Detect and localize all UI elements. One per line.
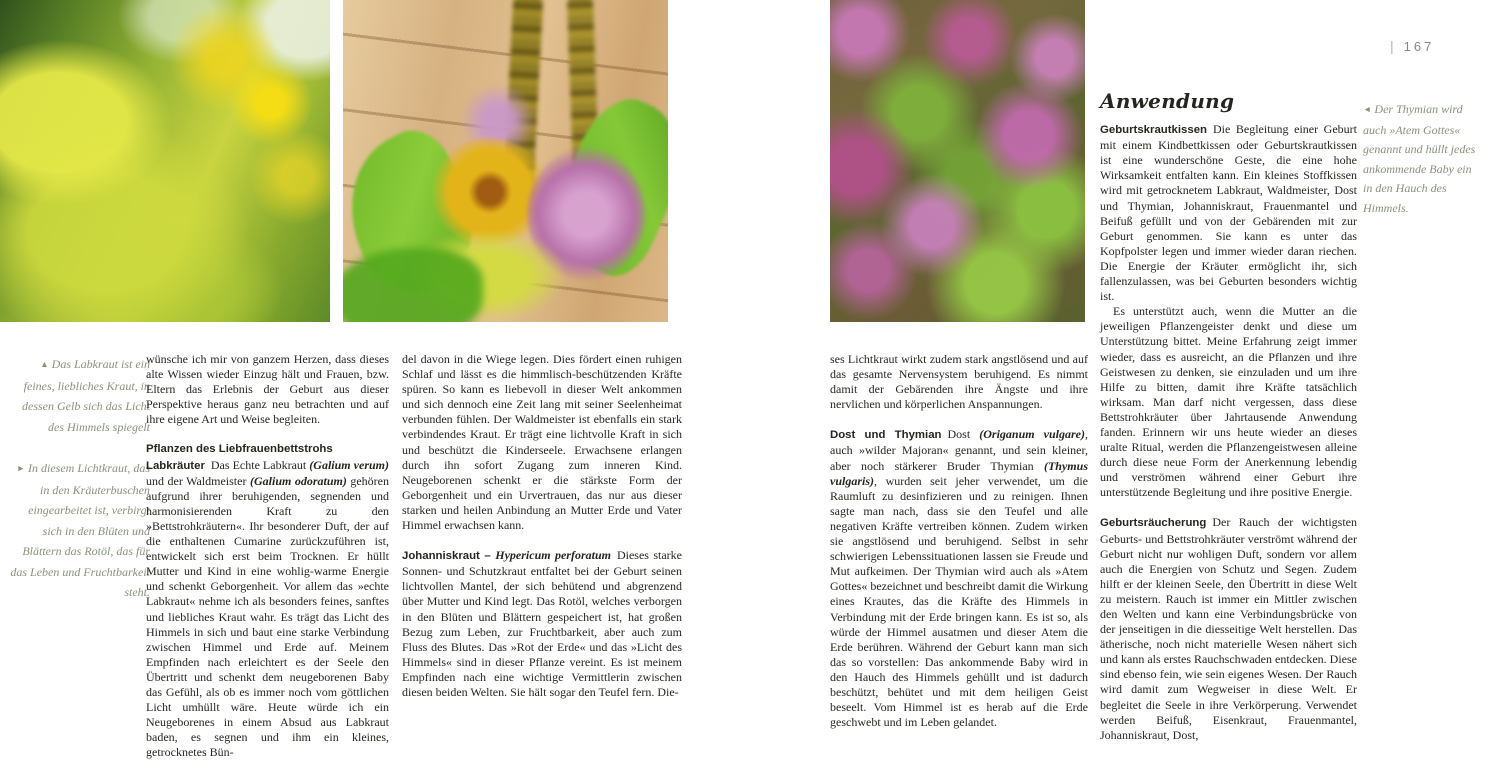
left-margin-notes xyxy=(10,354,150,603)
divider-bar: | xyxy=(1390,38,1394,54)
right-margin-note xyxy=(1363,100,1477,218)
paragraph-pflanzengeister: Es unterstützt auch, wenn die Mutter an die jeweiligen Pflanzengeister denkt und diese um Unterstützung bittet. Meine Erfahrung zeigt immer wieder, dass es ausreicht, an die Pflanzen und ihre Geistwesen zu denken, sie einzuladen und um ihre Hilfe zu bitten, damit ihre Kräfte tatsächlich wirksam. Man darf nicht vergessen, dass diese Bettstrohkräuter über Jahrtausende Anwendung fanden. Erinnern wir uns heute wieder an dieses uralte Ritual, werden die Pflanzengeistwesen alleine durch diese neue Form der Anerkennung lebendig und verströmen während einer Geburt ihre unterstützende Begleitung und ihre positive Energie. xyxy=(1100,304,1357,500)
right-page-column-2 xyxy=(1100,89,1357,743)
photo-herb-bouquet xyxy=(343,0,668,322)
margin-note-text: Der Thymian wird auch »Atem Gottes« genannt und hüllt jedes ankommende Baby ein in den Hauch des Himmels. xyxy=(1363,102,1476,215)
margin-note-labkraut xyxy=(10,354,150,437)
page-number: 167 xyxy=(1403,38,1435,54)
left-page-column-2 xyxy=(402,352,682,700)
margin-note-text: Das Labkraut ist ein feines, liebliches Kraut, in dessen Gelb sich das Licht des Himmels spiegelt xyxy=(22,357,150,434)
paragraph-geburtskrautkissen: Geburtskrautkissen Die Begleitung einer Geburt mit einem Kindbettkissen oder Geburtskrautkissen ist eine wunderschöne Geste, die eine hohe Wirksamkeit entfalten kann. Ein kleines Stoffkissen wird mit getrocknetem Labkraut, Waldmeister, Dost und Thymian, Johanniskraut, Frauenmantel und Beifuß gefüllt und von der Gebärenden mit zur Geburt genommen. Sie kann es unter das Kopfpolster legen und immer wieder daran riechen. Die Energie der Kräuter ermöglicht ihr, sich fallenzulassen, was bei Geburten besonders wichtig ist. xyxy=(1100,122,1357,304)
continuation-paragraph: ses Lichtkraut wirkt zudem stark angstlösend und auf das gesamte Nervensystem beruhigend. Es nimmt damit der Gebärenden ihre Ängste und ihre nervlichen und körperlichen Anspannungen. xyxy=(830,352,1088,412)
continuation-paragraph: del davon in die Wiege legen. Dies fördert einen ruhigen Schlaf und lässt es die himmlisch-beschützenden Kräfte spüren. So kann es liebevoll in dieser Welt ankommen und sich dennoch eine Zeit lang mit seiner Seelenheimat verbunden fühlen. Der Waldmeister ist ebenfalls ein stark verbindendes Kraut. Er trägt eine lichtvolle Kraft in sich und beschützt die Kinderseele. Erwachsene erlangen durch ihn sofort Zugang zum inneren Kind. Neugeborenen schenkt er die stärkste Form der Geborgenheit und ein Urvertrauen, das nur aus dieser starken und heilen Anbindung an Mutter Erde und Vater Himmel erwachsen kann. xyxy=(402,352,682,533)
paragraph-geburtsraeucherung: Geburtsräucherung Der Rauch der wichtigsten Geburts- und Bettstrohkräuter verströmt während der Geburt nicht nur wohligen Duft, sondern vor allem auch die Energien von Schutz und Segen. Zudem hilft er der kleinen Seele, den Übertritt in diese Welt zu meistern. Rauch ist immer ein Mittler zwischen den Welten und kann eine Verbindungsbrücke von der jenseitigen in die diesseitige Welt herstellen. Das ätherische, noch nicht materielle Wesen nähert sich und kann als erstes Rauchschwaden entdecken. Diese sind ebenso fein, wie sein eigenes Wesen. Der Rauch wird damit zum Wegweiser in diese Welt. Er begleitet die Seele in ihre Verkörperung. Verwendet werden Beifuß, Eisenkraut, Frauenmantel, Johanniskraut, Dost, xyxy=(1100,515,1357,742)
up-triangle-icon: ▲ xyxy=(40,359,49,369)
paragraph-dost-thymian: Dost und Thymian Dost (Origanum vulgare), auch »wilder Majoran« genannt, und sein kleiner, aber noch stärkerer Bruder Thymian (Thymus vulgaris), wurden seit jeher verwendet, um die Raumluft zu desinfizieren und zu reinigen. Ihnen sagte man nach, dass sie den Teufel und alle negativen Kräfte vertreiben können. Zudem wirken sie angstlösend und beruhigend. Selbst in sehr schwierigen Lebenssituationen lassen sie Freude und Mut aufkeimen. Der Thymian wird auch als »Atem Gottes« bezeichnet und beschreibt damit die Wirkung eines Krautes, das die Kräfte des Himmels in Verbindung mit der Erde bringen kann. Es ist so, als würde der Himmel ausatmen und dieser Atem die Erde berühren. Während der Geburt kann man sich das so vorstellen: Das ankommende Baby wird in den Hauch des Himmels gehüllt und ist dadurch beschützt, behütet und mit dem heiligen Geist beseelt. Vom Himmel ist es herab auf die Erde geschwebt und im Leben gelandet. xyxy=(830,427,1088,730)
page-number-header xyxy=(1390,38,1470,54)
photo-labkraut-meadow xyxy=(0,0,330,322)
section-title-anwendung: Anwendung xyxy=(1100,89,1235,113)
margin-note-text: In diesem Lichtkraut, das in den Kräuterbuschen eingearbeitet ist, verbirgt sich in den Blüten und Blättern das Rotöl, das für das Leben und Fruchtbarkeit steht. xyxy=(10,461,150,599)
left-arrow-icon: ◄ xyxy=(1363,104,1372,114)
right-arrow-icon: ► xyxy=(16,463,25,473)
paragraph-johanniskraut: Johanniskraut – Hypericum perforatum Dieses starke Sonnen- und Schutzkraut entfaltet bei der Geburt seinen lichtvollen Mantel, der sich behütend und abgrenzend über Mutter und Kind legt. Das Rotöl, welches verborgen in den Blüten und Blättern gespeichert ist, hat großen Bezug zum Leben, zur Fruchtbarkeit, aber auch zum Fluss des Blutes. Das »Rot der Erde« und das »Licht des Himmels« sind in dieser Pflanze vereint. Es ist meinem Empfinden nach eine wichtige Vermittlerin zwischen diesen beiden Welten. Sie hält sogar den Teufel fern. Die- xyxy=(402,548,682,699)
section-heading-liebfrauenbettstroh: Pflanzen des Liebfrauenbettstrohs xyxy=(146,443,333,456)
margin-note-lichtkraut xyxy=(10,458,150,603)
photo-thymian-blossoms xyxy=(830,0,1085,322)
right-page-column-1 xyxy=(830,352,1088,730)
continuation-paragraph: wünsche ich mir von ganzem Herzen, dass dieses alte Wissen wieder Einzug hält und Frauen, bzw. Eltern das Erlebnis der Geburt aus dieser Perspektive heraus ganz neu betrachten und auf ihre eigene Art und Weise begleiten. xyxy=(146,352,389,427)
paragraph-labkraeuter: Labkräuter Das Echte Labkraut (Galium verum) und der Waldmeister (Galium odoratum) gehören aufgrund ihrer beruhigenden, segnenden und harmonisierenden Kraft zu den »Bettstrohkräutern«. Ihr besonderer Duft, der auf die enthaltenen Cumarine zurückzuführen ist, entwickelt sich erst beim Trocknen. Er hüllt Mutter und Kind in eine wohlig-warme Energie und schenkt Geborgenheit. Vor allem das »echte Labkraut« nehme ich als besonders feines, sanftes und liebliches Kraut wahr. Es trägt das Licht des Himmels in sich und baut eine starke Verbindung zwischen Himmel und Erde auf. Meinem Empfinden nach erleichtert es der Seele den Übertritt und schenkt dem neugeborenen Baby das Gefühl, als ob es immer noch vom göttlichen Licht umhüllt wäre. Heute würde ich ein Neugeborenes in einem Absud aus Labkraut baden, es segnen und ihm ein kleines, getrocknetes Bün- xyxy=(146,457,389,760)
green-leaf-shape xyxy=(343,248,483,322)
left-page-column-1 xyxy=(146,352,389,760)
